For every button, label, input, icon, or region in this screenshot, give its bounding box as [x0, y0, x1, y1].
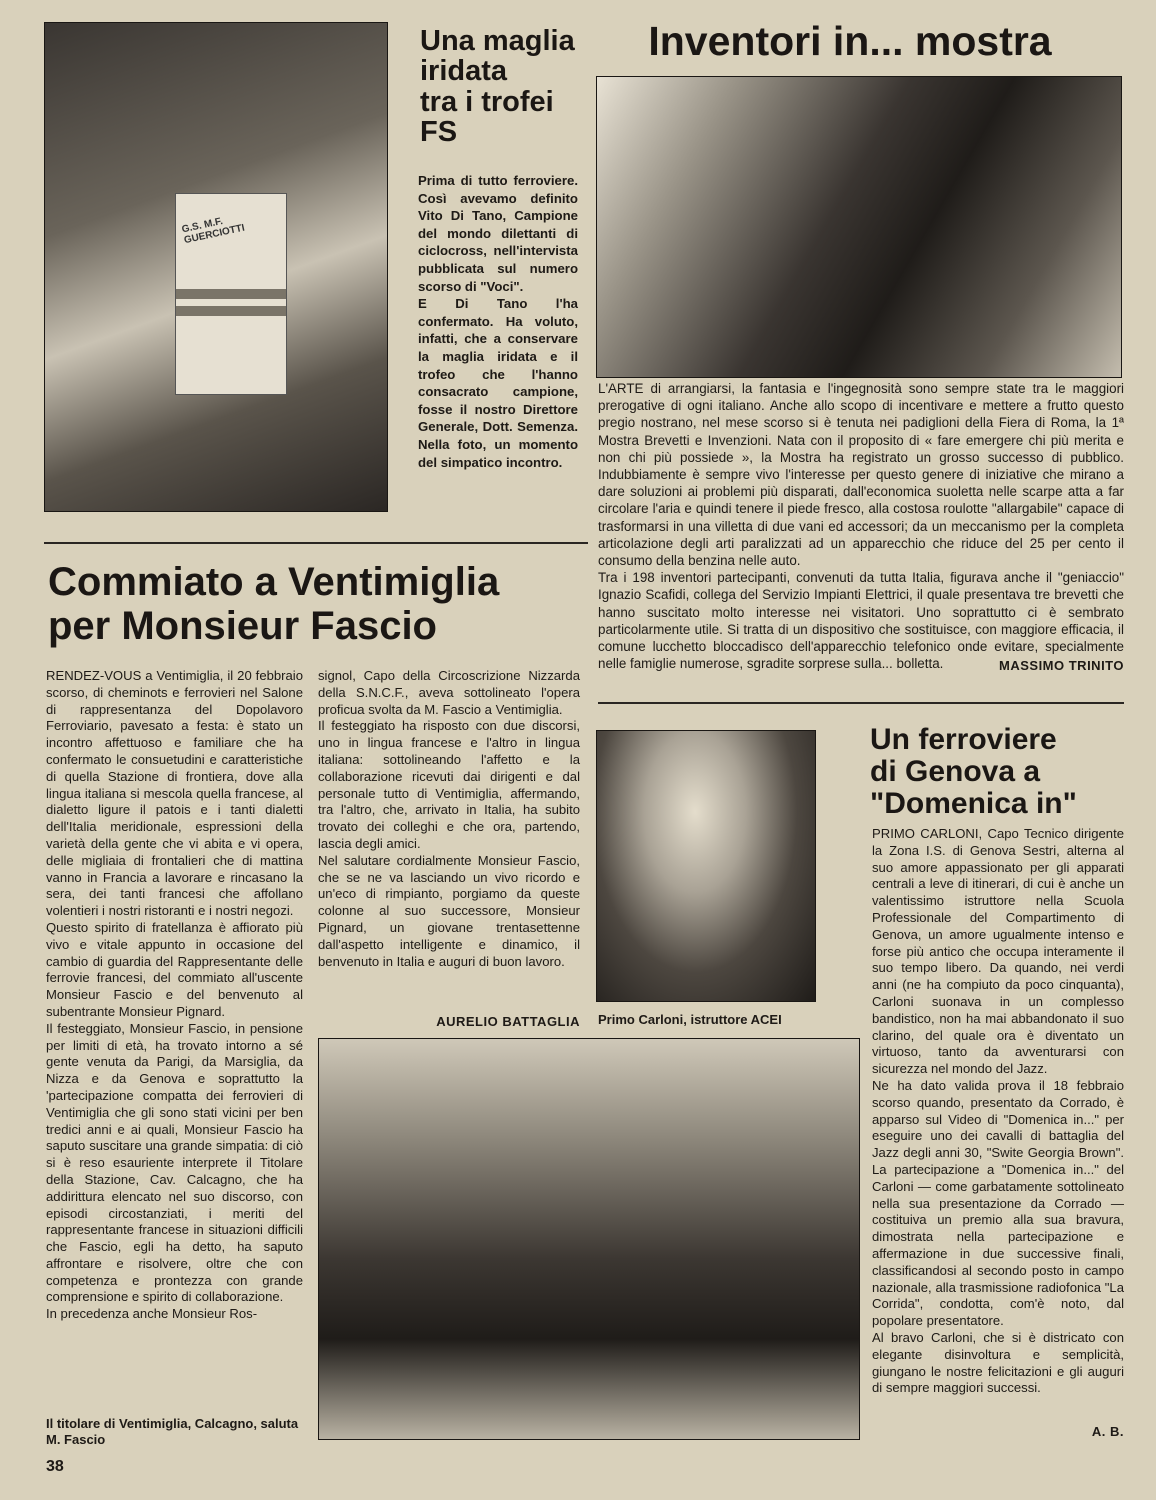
story1-title-line: iridata: [420, 55, 508, 88]
story3-title-line: per Monsieur Fascio: [48, 604, 437, 648]
photo-carloni: [596, 730, 816, 1002]
story4-title-line: "Domenica in": [870, 787, 1077, 820]
story1-title: [420, 26, 590, 148]
story4-paragraph: PRIMO CARLONI, Capo Tecnico dirigente la Zona I.S. di Genova Sestri, alterna al suo amore appassionato per gli apparati centrali a leve di itinerari, di cui è anche un valentissimo istruttore nella Scuola Professionale del Compartimento di Genova, un amore ugualmente intenso e forse più antico che occupa interamente il suo tempo libero. Da quando, nei verdi anni (ne ha compiuto da poco cinquanta), Carloni suonava in un complesso bandistico, non ha mai abbandonato il suo clarino, del quale ora è diventato un virtuoso, tanto da avventurarsi con sicurezza nel mondo del Jazz.: [872, 826, 1124, 1077]
story4-author: A. B.: [1091, 1424, 1124, 1439]
story3-author: AURELIO BATTAGLIA: [436, 1014, 580, 1029]
jersey-stripe: [176, 306, 286, 316]
story1-paragraph: Prima di tutto ferroviere. Così avevamo definito Vito Di Tano, Campione del mondo dilettanti di ciclocross, nell'intervista pubblicata sul numero scorso di "Voci".: [418, 173, 578, 294]
story1-title-line: tra i trofei: [420, 85, 554, 118]
story3-paragraph: Nel salutare cordialmente Monsieur Fascio, che se ne va lasciando un vivo ricordo e un'eco di rimpianto, porgiamo da queste colonne al suo successore, Monsieur Pignard, un giovane trentasettenne dall'aspetto intelligente e dinamico, il benvenuto in Italia e auguri di buon lavoro.: [318, 852, 580, 969]
story4-paragraph: Al bravo Carloni, che si è districato con elegante disinvoltura e semplicità, giungano le nostre felicitazioni e gli auguri di sempre maggiori successi.: [872, 1329, 1124, 1396]
jersey-label: G.S. M.F. GUERCIOTTI: [180, 215, 246, 247]
story4-title-line: di Genova a: [870, 755, 1041, 788]
divider-rule: [44, 542, 588, 544]
story3-paragraph: In precedenza anche Monsieur Ros-: [46, 1306, 258, 1322]
photo-carloni-caption: Primo Carloni, istruttore ACEI: [598, 1012, 782, 1027]
story2-body: [598, 380, 1124, 672]
story3-column-1: [46, 668, 303, 1323]
story1-paragraph: E Di Tano l'ha confermato. Ha voluto, infatti, che a conservare la maglia iridata e il trofeo che l'hanno consacrato campione, fosse il nostro Direttore Generale, Dott. Semenza. Nella foto, un momento del simpatico incontro.: [418, 296, 578, 470]
divider-rule: [598, 702, 1124, 704]
jersey-shape: [175, 193, 287, 395]
jersey-stripe: [176, 289, 286, 299]
page-number: 38: [46, 1458, 64, 1475]
story3-title: [48, 560, 588, 648]
story3-title-line: Commiato a Ventimiglia: [48, 560, 500, 604]
story3-paragraph: Questo spirito di fratellanza è affiorato più vivo e vitale appunto in occasione del cambio di guardia del Rappresentante delle ferrovie francesi, del commiato all'uscente Monsieur Fascio e del benvenuto al subentrante Monsieur Pignard.: [46, 919, 303, 1019]
story4-title-line: Un ferroviere: [870, 723, 1057, 756]
story1-title-line: FS: [420, 116, 458, 149]
story2-paragraph: Tra i 198 inventori partecipanti, convenuti da tutta Italia, figurava anche il "geniaccio" Ignazio Scafidi, collega del Servizio Impianti Elettrici, il quale presentava tre brevetti che hanno suscitato molto interesse nei visitatori. Uno soprattutto ci è sembrato particolarmente utile. Si tratta di un dispositivo che sostituisce, con maggiore efficacia, il comune lucchetto bloccadisco dell'apparecchio telefonico onde evitare, specialmente nelle famiglie numerose, sgradite sorprese sulla... bolletta.: [598, 570, 1124, 672]
story3-paragraph: RENDEZ-VOUS a Ventimiglia, il 20 febbraio scorso, di cheminots e ferrovieri nel Salone di rappresentanza del Dopolavoro Ferroviario, pavesato a festa: è stato un incontro affettuoso e familiare che ha confermato le consuetudini e caratteristiche di quella Stazione di frontiera, dove alla lingua italiana si mescola quella francese, al dialetto ligure il patois e i tanti dialetti dell'Italia meridionale, espressioni della varietà della gente che vi abita e vi opera, delle migliaia di frontalieri che di mattina vanno in Francia a lavorare e rincasano la sera, dei tanti francesi che affollano volentieri i nostri ristoranti e i nostri negozi.: [46, 668, 303, 919]
story3-photo-caption: Il titolare di Ventimiglia, Calcagno, saluta M. Fascio: [46, 1416, 299, 1447]
photo-ventimiglia-ceremony: [318, 1038, 860, 1440]
story3-paragraph: signol, Capo della Circoscrizione Nizzarda della S.N.C.F., aveva sottolineato l'opera proficua svolta da M. Fascio a Ventimiglia.: [318, 668, 580, 717]
story2-paragraph: L'ARTE di arrangiarsi, la fantasia e l'ingegnosità sono sempre state tra le maggiori prerogative di ogni italiano. Anche allo scopo di incentivare e mettere a frutto questo pregio nostrano, nel mese scorso si è tenuta nei padiglioni della Fiera di Roma, la 1ª Mostra Brevetti e Invenzioni. Nata con il proposito di « fare emergere chi più merita e non chi più possiede », la Mostra ha registrato un grosso successo di pubblico. Indubbiamente è sempre vivo l'interesse per questo genere di iniziative che mirano a dare soluzioni ai problemi più disparati, dall'economica suoletta nelle scarpe atta a far circolare l'aria e quindi tenere il piede fresco, alla costosa roulotte "allargabile" capace di trasformarsi in una villetta di due vani ed accessori; da un meccanismo per la completa articolazione degli arti paralizzati ad un apparecchio che riduce del 25 per cento il consumo della benzina nelle auto.: [598, 381, 1124, 569]
story3-paragraph: Il festeggiato ha risposto con due discorsi, uno in lingua francese e l'altro in lingua italiana: sottolineando l'affetto e la collaborazione ricevuti dai dirigenti e dal personale tutto di Ventimiglia, affermando, tra l'altro, che, arrivato in Italia, ha subito trovato dei colleghi e che ora, partendo, lascia degli amici.: [318, 718, 580, 851]
story4-title: [870, 724, 1130, 820]
photo-jersey-presentation: [44, 22, 388, 512]
story1-body: [418, 172, 578, 471]
story1-title-line: Una maglia: [420, 25, 575, 57]
story4-paragraph: Ne ha dato valida prova il 18 febbraio scorso quando, presentato da Corrado, è apparso sul Video di "Domenica in..." per eseguire uno dei cavalli di battaglia del Jazz degli anni 30, "Swite Georgia Brown". La partecipazione a "Domenica in..." del Carloni — come garbatamente sottolineato nella sua presentazione da Corrado — costituiva un premio alla sua bravura, dimostrata nella partecipazione e affermazione in due successive finali, classificandosi al secondo posto in campo nazionale, alla trasmissione radiofonica "La Corrida", condotta, com'è noto, dal popolare presentatore.: [872, 1077, 1124, 1329]
photo-inventors-exhibition: [596, 76, 1122, 378]
story4-body: [872, 826, 1124, 1397]
story3-column-2: [318, 668, 580, 970]
story2-author: MASSIMO TRINITO: [999, 658, 1124, 673]
story3-paragraph: Il festeggiato, Monsieur Fascio, in pensione per limiti di età, ha trovato intorno a sé gente venuta da Parigi, da Marsiglia, da Nizza e da Genova e soprattutto la 'partecipazione compatta dei ferrovieri di Ventimiglia che gli sono stati vicini per ben tredici anni e ai quali, Monsieur Fascio ha saputo suscitare una grande simpatia: di ciò si è reso esauriente interprete il Titolare della Stazione, Cav. Calcagno, che ha addirittura elencato nel suo discorso, con episodi circostanziati, i meriti del rappresentante francese in situazioni difficili che Fascio, egli ha detto, ha saputo affrontare e risolvere, oltre che con competenza e prontezza con grande comprensione e spirito di collaborazione.: [46, 1020, 303, 1305]
story2-title: Inventori in... mostra: [648, 18, 1052, 64]
